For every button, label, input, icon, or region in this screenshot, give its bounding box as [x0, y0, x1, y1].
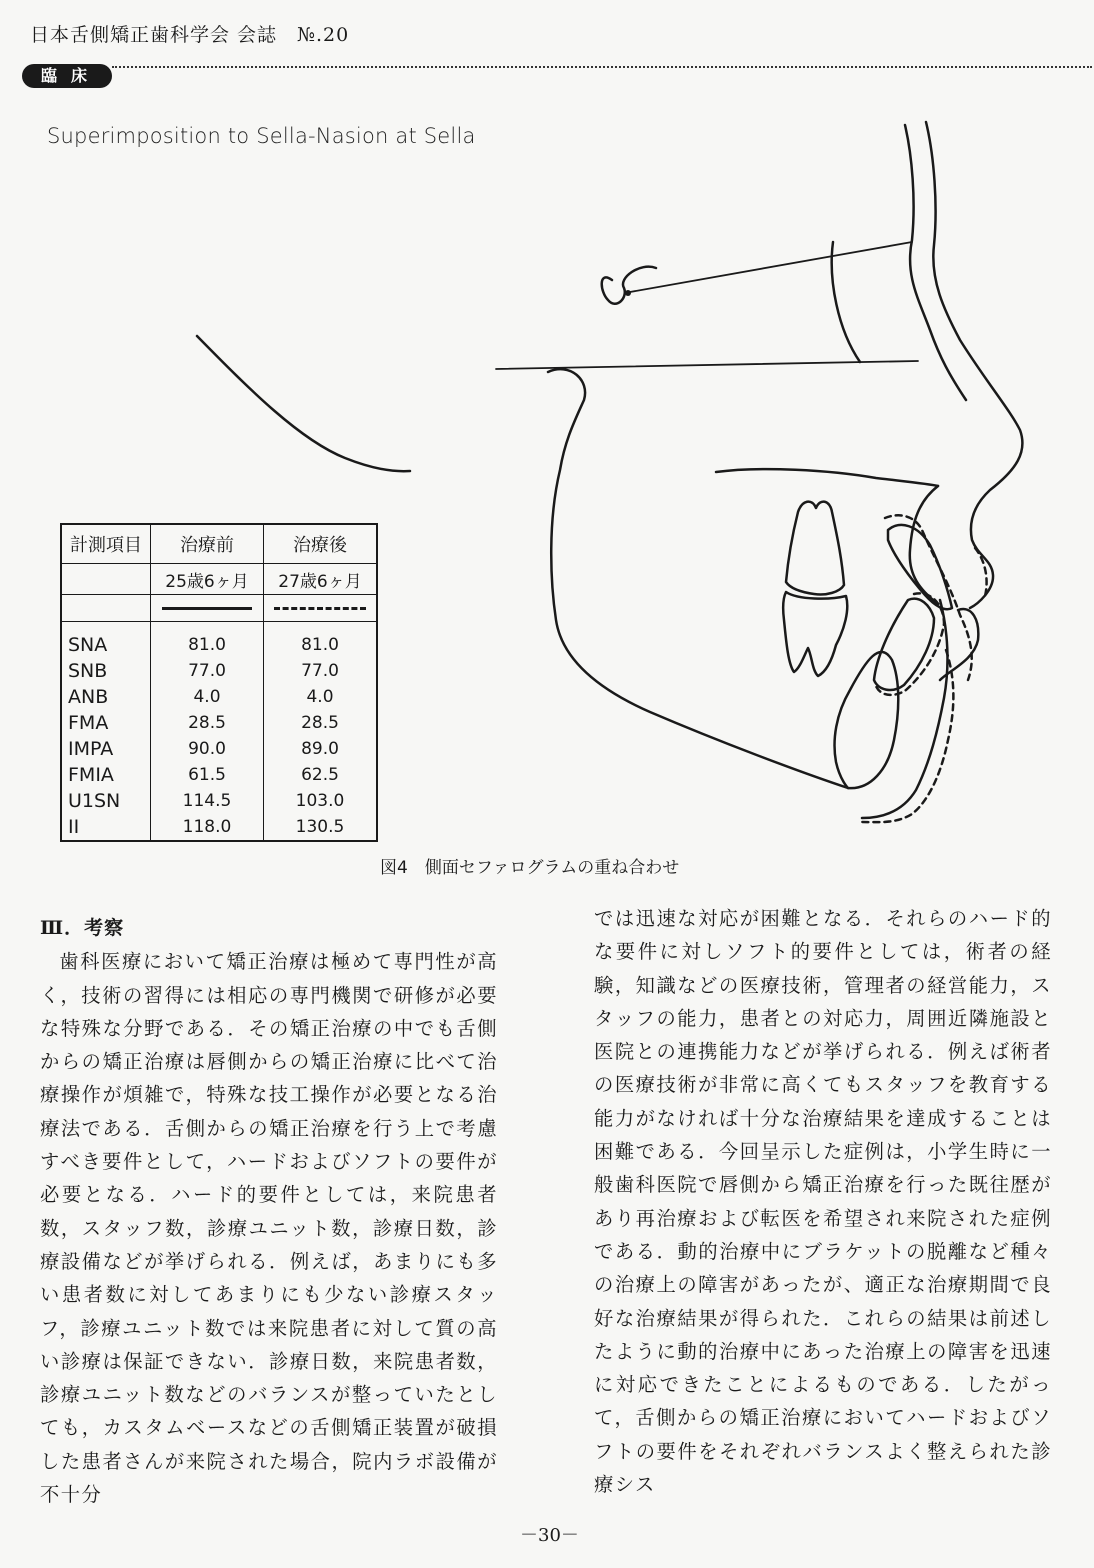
table-cell-label: ANB — [61, 684, 151, 710]
table-cell-after: 28.5 — [264, 710, 378, 736]
left-column-paragraph: 歯科医療において矯正治療は極めて専門性が高く，技術の習得には相応の専門機関で研修が必要な特殊な分野である．その矯正治療の中でも舌側からの矯正治療は唇側からの矯正治療に比べて治療操作が煩雑で，特殊な技工操作が必要となる治療法である．舌側からの矯正治療を行う上で考慮すべき要件として，ハードおよびソフトの要件が必要となる．ハード的要件としては，来院患者数，スタッフ数，診療ユニット数，診療日数，診療設備などが挙げられる．例えば，あまりにも多い患者数に対してあまりにも少ない診療スタッフ，診療ユニット数では来院患者に対して質の高い診療は保証できない．診療日数，来院患者数，診療ユニット数などのバランスが整っていたとしても，カスタムベースなどの舌側矯正装置が破損した患者さんが来院された場合，院内ラボ設備が不十分 — [40, 950, 498, 1507]
soft-tissue-forehead — [926, 122, 1022, 608]
right-text-column — [594, 902, 1052, 1501]
table-cell-after: 4.0 — [264, 684, 378, 710]
journal-header: 日本舌側矯正歯科学会 会誌 №.20 — [30, 24, 350, 46]
soft-chin-lip — [940, 609, 978, 680]
table-row — [61, 622, 377, 659]
table-cell-before: 90.0 — [151, 736, 264, 762]
lower-molar-outline — [783, 592, 847, 676]
table-cell-after: 89.0 — [264, 736, 378, 762]
measurement-table — [60, 523, 378, 842]
table-cell-label: FMA — [61, 710, 151, 736]
table-cell-after: 103.0 — [264, 788, 378, 814]
table-cell-label: U1SN — [61, 788, 151, 814]
table-cell-before: 4.0 — [151, 684, 264, 710]
upper-molar-outline — [786, 502, 844, 595]
table-row — [61, 684, 377, 710]
table-cell-before: 118.0 — [151, 814, 264, 841]
legend-empty-cell — [61, 595, 151, 622]
frontal-bone-outline — [905, 125, 966, 400]
legend-after — [264, 595, 378, 622]
table-row — [61, 658, 377, 684]
orbit-outline — [832, 242, 860, 362]
table-row — [61, 762, 377, 788]
table-cell-before: 61.5 — [151, 762, 264, 788]
table-cell-label: IMPA — [61, 736, 151, 762]
table-cell-before: 114.5 — [151, 788, 264, 814]
reference-horizontal-line — [496, 361, 918, 369]
figure-caption: 図4 側面セファログラムの重ね合わせ — [380, 858, 680, 878]
age-before: 25歳6ヶ月 — [151, 564, 264, 595]
table-cell-label: SNB — [61, 658, 151, 684]
table-row — [61, 788, 377, 814]
symphysis-outline — [835, 652, 899, 788]
table-cell-after: 81.0 — [264, 622, 378, 659]
sella-turcica — [602, 267, 656, 304]
lower-incisor-outline — [874, 599, 934, 690]
table-row — [61, 710, 377, 736]
table-cell-before: 81.0 — [151, 622, 264, 659]
header-measurement: 計測項目 — [61, 524, 151, 564]
sella-point — [625, 290, 631, 296]
upper-incisor-outline — [888, 525, 952, 609]
section-tab: 臨床 — [22, 64, 112, 88]
right-column-paragraph: では迅速な対応が困難となる．それらのハード的な要件に対しソフト的要件としては，術者の経験，知識などの医療技術，管理者の経営能力，スタッフの能力，患者との対応力，周囲近隣施設と医院との連携能力などが挙げられる．例えば術者の医療技術が非常に高くてもスタッフを教育する能力がなければ十分な治療結果を達成することは困難である．今回呈示した症例は，小学生時に一般歯科医院で唇側から矯正治療を行った既往歴があり再治療および転医を希望され来院された症例である．動的治療中にブラケットの脱離など種々の治療上の障害があったが、適正な治療期間で良好な治療結果が得られた．これらの結果は前述したように動的治療中にあった治療上の障害を迅速に対応できたことによるものである．したがって，舌側からの矯正治療においてハードおよびソフトの要件をそれぞれバランスよく整えられた診療シス — [594, 907, 1052, 1497]
age-empty-cell — [61, 564, 151, 595]
premaxilla-outline — [910, 486, 938, 604]
table-cell-label: FMIA — [61, 762, 151, 788]
cranial-base-curve — [197, 336, 410, 471]
age-after: 27歳6ヶ月 — [264, 564, 378, 595]
legend-before — [151, 595, 264, 622]
page-number: －30－ — [520, 1525, 579, 1546]
left-text-column — [40, 912, 498, 1511]
table-cell-after: 130.5 — [264, 814, 378, 841]
table-cell-after: 62.5 — [264, 762, 378, 788]
table-cell-label: II — [61, 814, 151, 841]
dashed-line-legend — [274, 607, 366, 610]
ramus-outline — [548, 369, 848, 788]
section-heading: Ⅲ．考察 — [40, 917, 125, 939]
palatal-plane — [716, 469, 938, 486]
table-cell-before: 28.5 — [151, 710, 264, 736]
header-before: 治療前 — [151, 524, 264, 564]
table-cell-after: 77.0 — [264, 658, 378, 684]
header-after: 治療後 — [264, 524, 378, 564]
figure-title: Superimposition to Sella-Nasion at Sella — [47, 124, 476, 148]
sella-nasion-line — [630, 242, 912, 292]
table-cell-before: 77.0 — [151, 658, 264, 684]
table-row — [61, 814, 377, 841]
table-row — [61, 736, 377, 762]
post-treatment-lip-dashed-2 — [975, 548, 987, 600]
table-cell-label: SNA — [61, 622, 151, 659]
solid-line-legend — [162, 607, 252, 610]
